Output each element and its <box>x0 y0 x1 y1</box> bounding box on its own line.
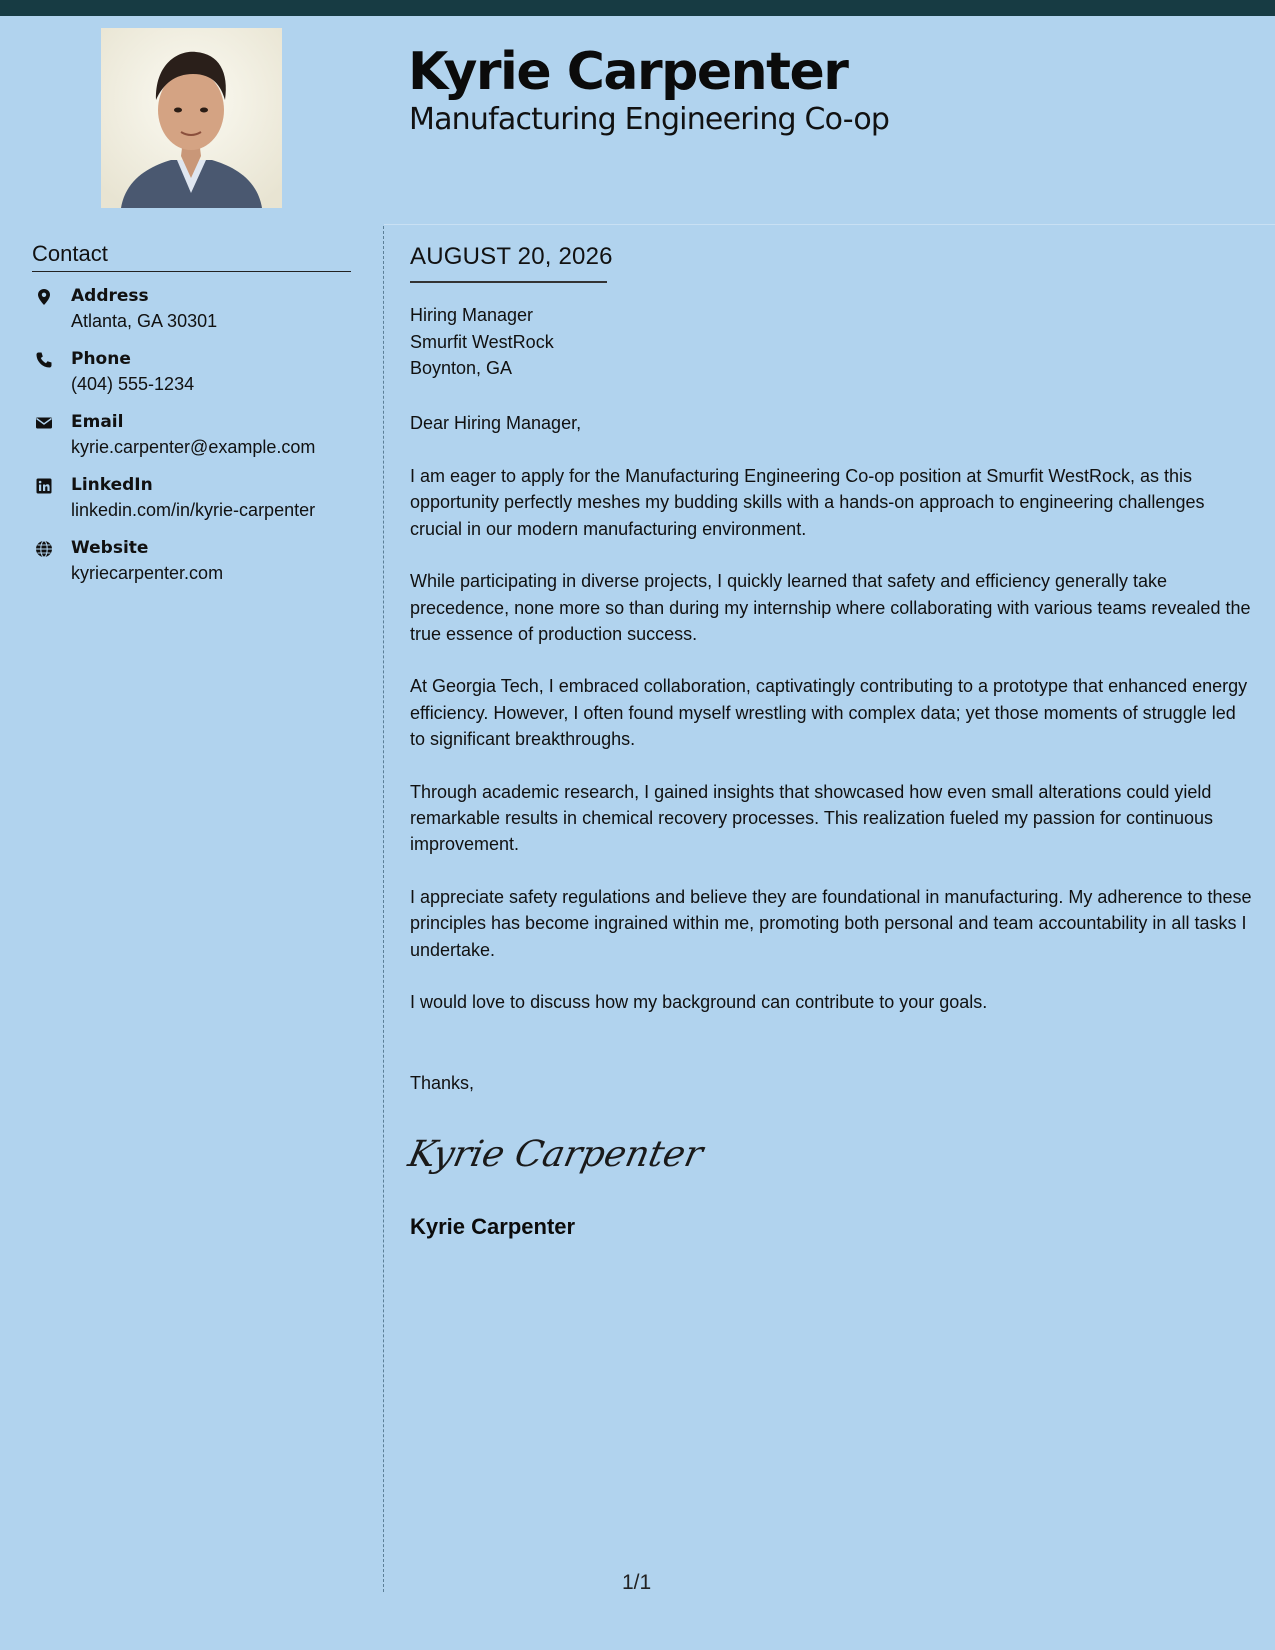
contact-label: Email <box>71 412 124 432</box>
body-paragraph: I am eager to apply for the Manufacturing Engineering Co-op position at Smurfit WestRock, as this opportunity perfectly meshes my budding skills with a hands-on approach to engineering challenges crucial in our modern manufacturing environment. <box>410 466 1205 539</box>
top-accent-bar <box>0 0 1275 16</box>
contact-heading: Contact <box>32 241 108 266</box>
header-divider <box>384 224 1275 225</box>
signer-name: Kyrie Carpenter <box>410 1214 576 1239</box>
contact-value: kyrie.carpenter@example.com <box>71 437 316 457</box>
handwritten-signature <box>404 1122 707 1182</box>
column-divider <box>383 226 384 1592</box>
phone-icon <box>35 351 53 369</box>
signature-text: Kyrie Carpenter <box>404 1132 707 1175</box>
contact-address <box>32 284 362 347</box>
body-paragraph: While participating in diverse projects, I quickly learned that safety and efficiency generally take precedence, none more so than during my internship where collaborating with various teams revealed the true essence of production success. <box>410 571 1251 645</box>
contact-email <box>32 410 362 473</box>
contact-label: LinkedIn <box>71 475 153 495</box>
map-pin-icon <box>35 288 53 306</box>
contact-list <box>32 284 362 599</box>
body-paragraph: At Georgia Tech, I embraced collaboration, captivatingly contributing to a prototype that enhanced energy efficiency. However, I often found myself wrestling with complex data; yet those moments of struggle led to significant breakthroughs. <box>410 676 1248 750</box>
letter-date: AUGUST 20, 2026 <box>410 243 613 270</box>
body-paragraph: I appreciate safety regulations and believe they are foundational in manufacturing. My adherence to these principles has become ingrained within me, promoting both personal and team accountability in all tasks I undertake. <box>410 886 1252 960</box>
contact-phone <box>32 347 362 410</box>
linkedin-icon <box>35 477 53 495</box>
body-paragraph: I would love to discuss how my background can contribute to your goals. <box>410 992 988 1013</box>
contact-heading-rule <box>32 271 351 272</box>
contact-value: linkedin.com/in/kyrie-carpenter <box>71 500 316 520</box>
recipient-block <box>410 302 554 382</box>
contact-value: Atlanta, GA 30301 <box>71 311 218 331</box>
envelope-icon <box>35 414 53 432</box>
contact-linkedin <box>32 473 362 536</box>
recipient-line: Hiring Manager <box>410 305 534 325</box>
body-paragraph: Through academic research, I gained insights that showcased how even small alterations could yield remarkable results in chemical recovery processes. This realization fueled my passion for continuous improvement. <box>410 781 1214 855</box>
contact-label: Website <box>71 538 149 558</box>
recipient-line: Smurfit WestRock <box>410 331 554 352</box>
closing: Thanks, <box>410 1073 475 1093</box>
salutation: Dear Hiring Manager, <box>410 413 582 433</box>
contact-label: Address <box>71 286 149 306</box>
contact-value: kyriecarpenter.com <box>71 563 224 583</box>
date-underline <box>410 281 607 283</box>
contact-label: Phone <box>71 349 131 369</box>
globe-icon <box>35 540 53 558</box>
page-number: 1/1 <box>622 1571 652 1594</box>
contact-value: (404) 555-1234 <box>71 374 195 394</box>
applicant-name: Kyrie Carpenter <box>408 42 848 102</box>
recipient-line: Boynton, GA <box>410 358 513 378</box>
job-title: Manufacturing Engineering Co-op <box>409 102 890 137</box>
letter-body <box>410 463 1255 1042</box>
contact-website <box>32 536 362 599</box>
profile-photo <box>101 28 282 208</box>
